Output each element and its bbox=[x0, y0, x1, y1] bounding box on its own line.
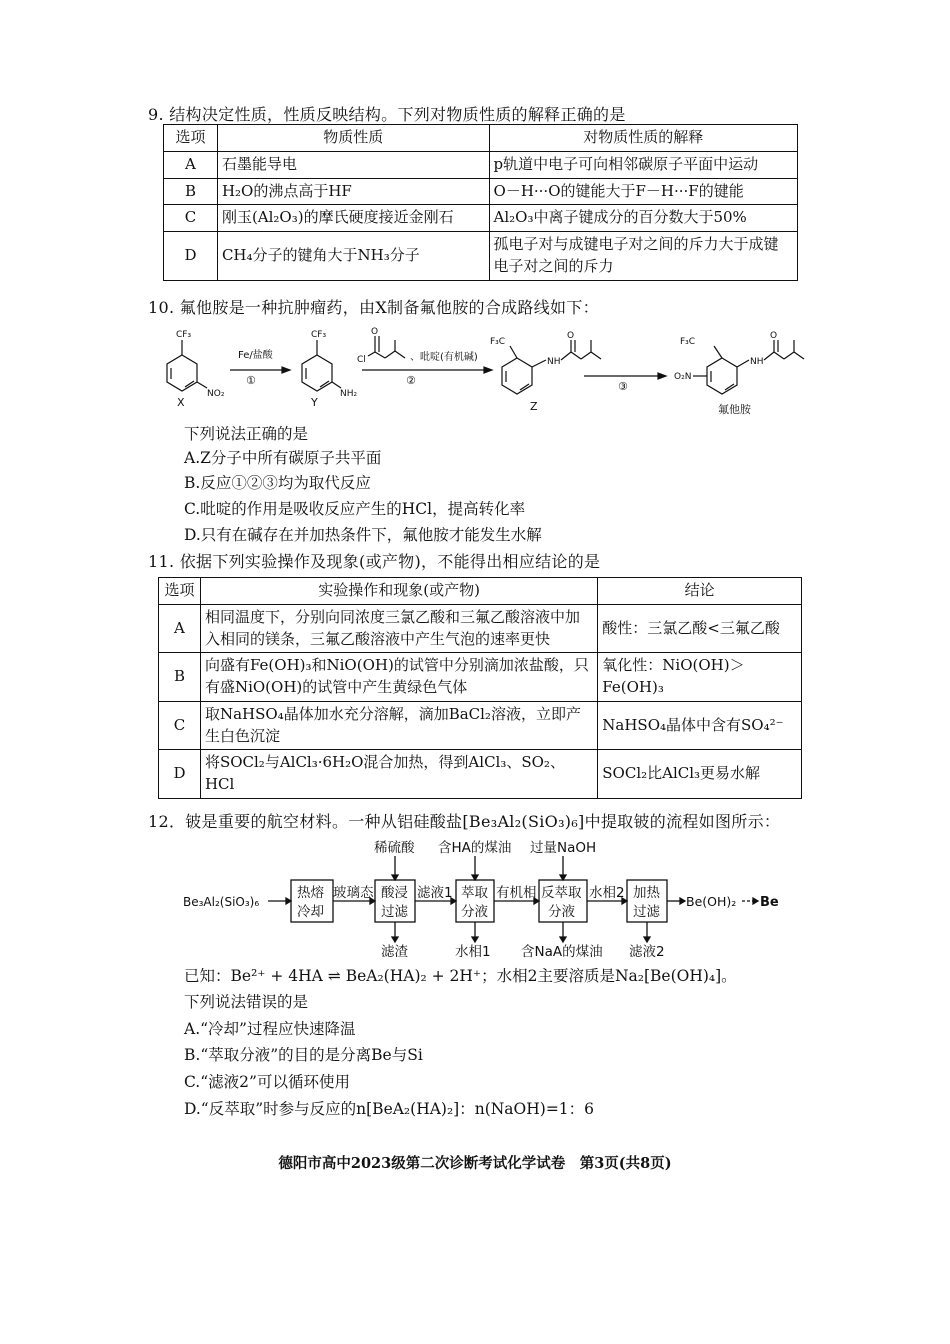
page-footer: 德阳市高中2023级第二次诊断考试化学试卷 第3页(共8页) bbox=[278, 1155, 672, 1172]
header-explanation: 对物质性质的解释 bbox=[489, 125, 797, 152]
row-explanation: p轨道中电子可向相邻碳原子平面中运动 bbox=[489, 151, 797, 178]
box4-line2: 分液 bbox=[548, 904, 575, 920]
table-header-row bbox=[159, 578, 802, 605]
box2-line1: 酸浸 bbox=[381, 885, 408, 901]
table-row bbox=[159, 701, 802, 750]
acyl-cl-label: Cl bbox=[357, 355, 366, 365]
box2-line2: 过滤 bbox=[381, 904, 408, 920]
row-conclusion: 酸性：三氯乙酸<三氟乙酸 bbox=[598, 604, 802, 653]
row-option: B bbox=[164, 178, 218, 205]
row-conclusion: NaHSO₄晶体中含有SO₄²⁻ bbox=[598, 701, 802, 750]
question-12-title: 12．铍是重要的航空材料。一种从铝硅酸盐[Be₃Al₂(SiO₃)₆]中提取铍的流程如图所示： bbox=[148, 812, 781, 831]
header-operation: 实验操作和现象(或产物) bbox=[200, 578, 597, 605]
box5-line1: 加热 bbox=[633, 885, 660, 901]
label-product: 氟他胺 bbox=[718, 403, 751, 416]
flow-bottom5: 滤液2 bbox=[629, 944, 665, 960]
step3-number: ③ bbox=[618, 380, 628, 393]
product-o-label: O bbox=[770, 331, 778, 341]
row-conclusion: 氧化性：NiO(OH)＞Fe(OH)₃ bbox=[598, 653, 802, 702]
flow-top3: 含HA的煤油 bbox=[438, 840, 512, 856]
question-12-option-c: C.“滤液2”可以循环使用 bbox=[184, 1073, 350, 1091]
question-9-table bbox=[163, 124, 798, 281]
flow-bottom2: 滤渣 bbox=[381, 944, 408, 960]
table-row bbox=[159, 653, 802, 702]
row-conclusion: SOCl₂比AlCl₃更易水解 bbox=[598, 750, 802, 799]
row-property: 刚玉(Al₂O₃)的摩氏硬度接近金刚石 bbox=[217, 205, 489, 232]
question-12-option-b: B.“萃取分液”的目的是分离Be与Si bbox=[184, 1046, 423, 1064]
table-row bbox=[164, 151, 798, 178]
flow-product: Be(OH)₂ bbox=[686, 894, 737, 909]
flow-final: Be bbox=[760, 895, 779, 910]
acyl-o-label: O bbox=[371, 327, 379, 337]
row-option: C bbox=[159, 701, 201, 750]
box1-line2: 冷却 bbox=[297, 904, 324, 920]
y-cf3-label: CF₃ bbox=[311, 330, 327, 340]
question-10-option-c: C.吡啶的作用是吸收反应产生的HCl，提高转化率 bbox=[184, 500, 526, 518]
row-property: H₂O的沸点高于HF bbox=[217, 178, 489, 205]
row-explanation: 孤电子对与成键电子对之间的斥力大于成键电子对之间的斥力 bbox=[489, 232, 797, 281]
row-property: CH₄分子的键角大于NH₃分子 bbox=[217, 232, 489, 281]
question-12-prompt: 下列说法错误的是 bbox=[184, 993, 309, 1011]
table-row bbox=[159, 750, 802, 799]
step1-reagent: Fe/盐酸 bbox=[238, 350, 273, 361]
row-option: D bbox=[159, 750, 201, 799]
question-10-option-b: B.反应①②③均为取代反应 bbox=[184, 474, 371, 492]
question-10-prompt: 下列说法正确的是 bbox=[184, 425, 309, 443]
row-property: 石墨能导电 bbox=[217, 151, 489, 178]
flow-mid2: 滤液1 bbox=[417, 885, 453, 901]
question-12-option-a: A.“冷却”过程应快速降温 bbox=[184, 1020, 356, 1038]
header-option: 选项 bbox=[164, 125, 218, 152]
extraction-flowchart bbox=[0, 834, 950, 960]
flow-bottom4: 含NaA的煤油 bbox=[521, 944, 603, 960]
question-11-table bbox=[158, 577, 802, 799]
flow-bottom3: 水相1 bbox=[455, 944, 491, 960]
row-explanation: Al₂O₃中离子键成分的百分数大于50% bbox=[489, 205, 797, 232]
y-nh2-label: NH₂ bbox=[340, 389, 358, 399]
row-option: A bbox=[164, 151, 218, 178]
row-operation: 向盛有Fe(OH)₃和NiO(OH)的试管中分别滴加浓盐酸，只有盛NiO(OH)的试管中产生黄绿色气体 bbox=[200, 653, 597, 702]
question-12-known: 已知：Be²⁺ + 4HA ⇌ BeA₂(HA)₂ + 2H⁺；水相2主要溶质是Na₂[Be(OH)₄]。 bbox=[184, 967, 737, 985]
product-o2n-label: O₂N bbox=[674, 372, 692, 382]
row-operation: 相同温度下，分别向同浓度三氯乙酸和三氟乙酸溶液中加入相同的镁条，三氟乙酸溶液中产生气泡的速率更快 bbox=[200, 604, 597, 653]
header-option: 选项 bbox=[159, 578, 201, 605]
label-z: Z bbox=[530, 400, 538, 413]
row-option: C bbox=[164, 205, 218, 232]
question-10-option-a: A.Z分子中所有碳原子共平面 bbox=[184, 449, 382, 467]
flow-mid1: 玻璃态 bbox=[333, 885, 374, 901]
step1-number: ① bbox=[246, 374, 256, 387]
box4-line1: 反萃取 bbox=[541, 885, 582, 901]
flow-top2: 稀硫酸 bbox=[374, 840, 415, 856]
x-cf3-label: CF₃ bbox=[176, 330, 192, 340]
step2-number: ② bbox=[406, 374, 416, 387]
row-option: D bbox=[164, 232, 218, 281]
box3-line2: 分液 bbox=[461, 904, 488, 920]
table-row bbox=[164, 232, 798, 281]
table-row bbox=[164, 205, 798, 232]
z-o-label: O bbox=[567, 331, 575, 341]
label-y: Y bbox=[311, 396, 318, 409]
header-property: 物质性质 bbox=[217, 125, 489, 152]
row-option: A bbox=[159, 604, 201, 653]
row-operation: 将SOCl₂与AlCl₃·6H₂O混合加热，得到AlCl₃、SO₂、HCl bbox=[200, 750, 597, 799]
table-row bbox=[164, 178, 798, 205]
header-conclusion: 结论 bbox=[598, 578, 802, 605]
product-f3c-label: F₃C bbox=[680, 337, 696, 347]
flow-top4: 过量NaOH bbox=[530, 840, 597, 856]
flow-start: Be₃Al₂(SiO₃)₆ bbox=[183, 895, 260, 909]
x-no2-label: NO₂ bbox=[207, 389, 225, 399]
flow-mid3: 有机相 bbox=[496, 885, 537, 901]
table-header-row bbox=[164, 125, 798, 152]
product-nh-label: NH bbox=[750, 357, 764, 367]
synthesis-scheme bbox=[0, 318, 950, 418]
question-12-option-d: D.“反萃取”时参与反应的n[BeA₂(HA)₂]：n(NaOH)=1：6 bbox=[184, 1100, 595, 1118]
box1-line1: 热熔 bbox=[297, 885, 324, 901]
z-nh-label: NH bbox=[547, 357, 561, 367]
flow-mid4: 水相2 bbox=[589, 885, 625, 901]
label-x: X bbox=[177, 396, 185, 409]
step2-reagent: 、吡啶(有机碱) bbox=[410, 352, 478, 363]
box5-line2: 过滤 bbox=[633, 904, 660, 920]
question-10-title: 10. 氟他胺是一种抗肿瘤药，由X制备氟他胺的合成路线如下： bbox=[148, 298, 599, 317]
row-explanation: O－H···O的键能大于F－H···F的键能 bbox=[489, 178, 797, 205]
box3-line1: 萃取 bbox=[461, 885, 488, 901]
question-11-title: 11. 依据下列实验操作及现象(或产物)，不能得出相应结论的是 bbox=[148, 552, 601, 571]
z-f3c-label: F₃C bbox=[490, 337, 506, 347]
question-9-title: 9. 结构决定性质，性质反映结构。下列对物质性质的解释正确的是 bbox=[148, 105, 626, 124]
table-row bbox=[159, 604, 802, 653]
row-option: B bbox=[159, 653, 201, 702]
question-10-option-d: D.只有在碱存在并加热条件下，氟他胺才能发生水解 bbox=[184, 526, 542, 544]
row-operation: 取NaHSO₄晶体加水充分溶解，滴加BaCl₂溶液，立即产生白色沉淀 bbox=[200, 701, 597, 750]
